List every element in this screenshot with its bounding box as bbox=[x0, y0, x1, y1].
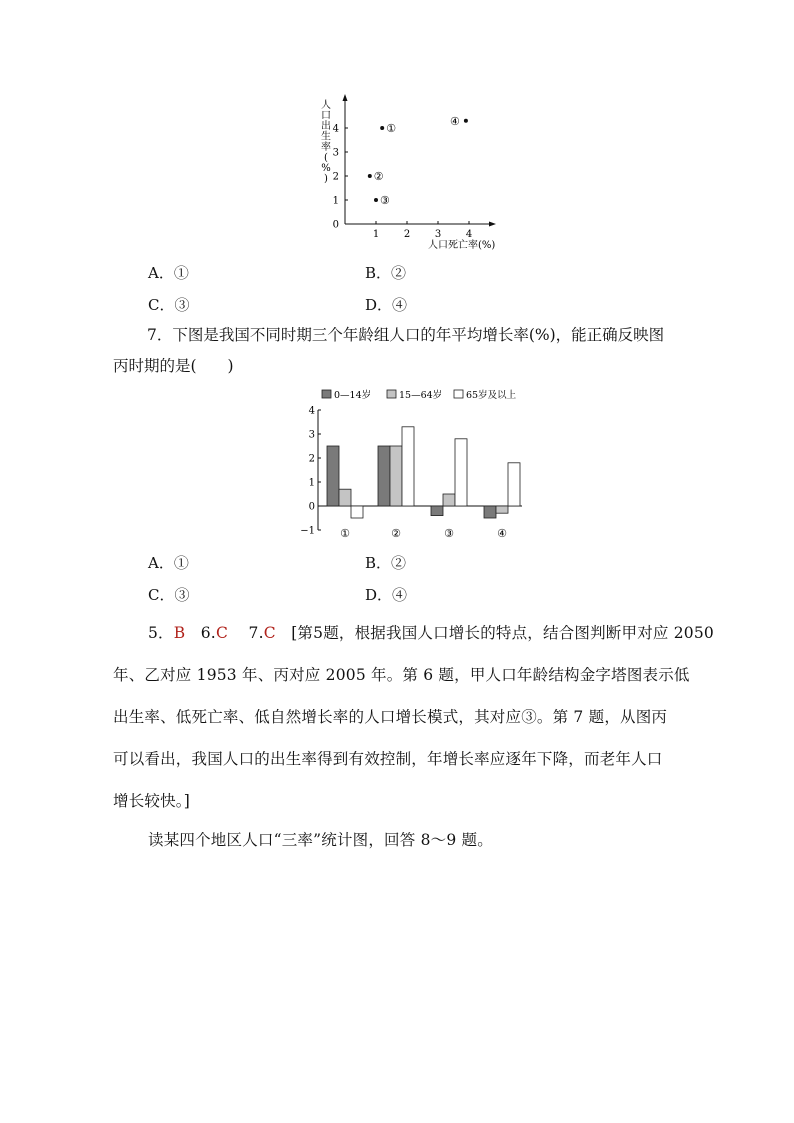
y-tick-label: 1 bbox=[332, 195, 339, 207]
legend-label: 0—14岁 bbox=[334, 390, 372, 401]
scatter-point bbox=[368, 174, 372, 178]
x-axis-arrow bbox=[489, 222, 496, 227]
bar-category-label: ③ bbox=[444, 527, 454, 540]
x-tick-label: 1 bbox=[372, 229, 380, 240]
bar bbox=[484, 506, 496, 518]
y-tick-label: 4 bbox=[332, 123, 339, 135]
answer-6-number: 6. bbox=[200, 624, 216, 642]
point-label: ② bbox=[373, 170, 384, 183]
y-axis-label-char: 人 bbox=[321, 100, 331, 111]
answer-5-number: 5． bbox=[148, 624, 174, 642]
bar-y-tick-label: 0 bbox=[308, 501, 315, 513]
answer-6-choice: C bbox=[215, 624, 229, 642]
bar bbox=[508, 463, 520, 506]
q7-option-a[interactable]: A．① bbox=[148, 554, 189, 572]
bar bbox=[455, 439, 467, 506]
y-tick-label: 3 bbox=[332, 147, 339, 159]
bar-y-tick-label: 3 bbox=[308, 429, 315, 441]
scatter-point bbox=[374, 198, 378, 202]
legend-label: 15—64岁 bbox=[399, 390, 443, 401]
q7-option-c[interactable]: C．③ bbox=[148, 586, 190, 604]
question-7-line2: 丙时期的是( ) bbox=[113, 357, 234, 375]
scatter-point bbox=[380, 126, 384, 130]
q6-option-a[interactable]: A．① bbox=[148, 264, 189, 282]
bar-y-tick-label: 4 bbox=[308, 405, 315, 417]
y-axis-label-char: 口 bbox=[321, 110, 331, 122]
y-axis-label-char: ) bbox=[324, 173, 328, 185]
bar-chart bbox=[296, 384, 536, 544]
bar-category-label: ① bbox=[340, 527, 350, 540]
q6-option-c[interactable]: C．③ bbox=[148, 296, 190, 314]
y-tick-label: 2 bbox=[332, 171, 339, 183]
bar-category-label: ② bbox=[391, 527, 401, 540]
bar bbox=[327, 446, 339, 506]
bar bbox=[378, 446, 390, 506]
bar bbox=[431, 506, 443, 516]
answer-line-4: 可以看出，我国人口的出生率得到有效控制，年增长率应逐年下降，而老年人口 bbox=[113, 750, 663, 768]
legend-swatch bbox=[454, 390, 463, 398]
question-7 bbox=[113, 320, 691, 382]
y-axis-label-char: % bbox=[321, 163, 331, 174]
bar bbox=[339, 489, 351, 506]
bar bbox=[496, 506, 508, 513]
y-axis-label-char: ( bbox=[324, 152, 328, 164]
q7-option-b[interactable]: B．② bbox=[365, 554, 407, 572]
answer-explanation-start: [第5题，根据我国人口增长的特点，结合图判断甲对应 2050 bbox=[291, 624, 714, 642]
scatter-point bbox=[464, 119, 468, 123]
answer-line-2: 年、乙对应 1953 年、丙对应 2005 年。第 6 题，甲人口年龄结构金字塔图表示低 bbox=[113, 666, 690, 684]
y-axis-label-char: 率 bbox=[321, 142, 331, 153]
legend-label: 65岁及以上 bbox=[466, 390, 517, 401]
legend-swatch bbox=[322, 390, 331, 398]
bar-y-tick-label: 1 bbox=[308, 477, 315, 489]
point-label: ③ bbox=[380, 194, 390, 207]
y-axis-label-char: 出 bbox=[321, 121, 331, 132]
y-axis-label bbox=[321, 98, 331, 185]
answer-5-choice: B bbox=[173, 624, 186, 642]
bar bbox=[351, 506, 363, 518]
legend-swatch bbox=[387, 390, 396, 398]
answer-line-1 bbox=[148, 621, 714, 643]
answer-line-3: 出生率、低死亡率、低自然增长率的人口增长模式，其对应③。第 7 题，从图丙 bbox=[113, 708, 668, 726]
answer-7-number: 7. bbox=[248, 624, 264, 642]
y-axis-arrow bbox=[343, 94, 348, 101]
scatter-chart bbox=[310, 92, 510, 254]
y-axis-label-char: 生 bbox=[321, 131, 331, 143]
point-label: ④ bbox=[450, 114, 460, 128]
point-label: ① bbox=[386, 122, 397, 135]
bar-category-label: ④ bbox=[497, 527, 507, 540]
x-axis-label: 人口死亡率(%) bbox=[428, 240, 496, 251]
bar bbox=[402, 427, 414, 506]
bar-legend bbox=[322, 389, 517, 401]
q6-option-d[interactable]: D．④ bbox=[365, 296, 408, 314]
question-7-line1: 7．下图是我国不同时期三个年龄组人口的年平均增长率(%)，能正确反映图 bbox=[147, 326, 665, 344]
q6-option-b[interactable]: B．② bbox=[365, 264, 407, 282]
bar bbox=[443, 494, 455, 506]
q7-option-d[interactable]: D．④ bbox=[365, 586, 408, 604]
next-question-intro: 读某四个地区人口“三率”统计图，回答 8～9 题。 bbox=[148, 831, 493, 849]
answer-7-choice: C bbox=[263, 624, 276, 642]
x-tick-label: 4 bbox=[465, 229, 473, 240]
x-tick-label: 3 bbox=[434, 229, 442, 240]
bar-y-tick-label: −1 bbox=[300, 525, 315, 537]
bar bbox=[390, 446, 402, 506]
x-tick-label: 2 bbox=[403, 229, 411, 240]
bar-y-tick-label: 2 bbox=[308, 453, 315, 465]
answer-line-5: 增长较快。] bbox=[113, 792, 190, 810]
y-tick-label: 0 bbox=[332, 219, 339, 231]
